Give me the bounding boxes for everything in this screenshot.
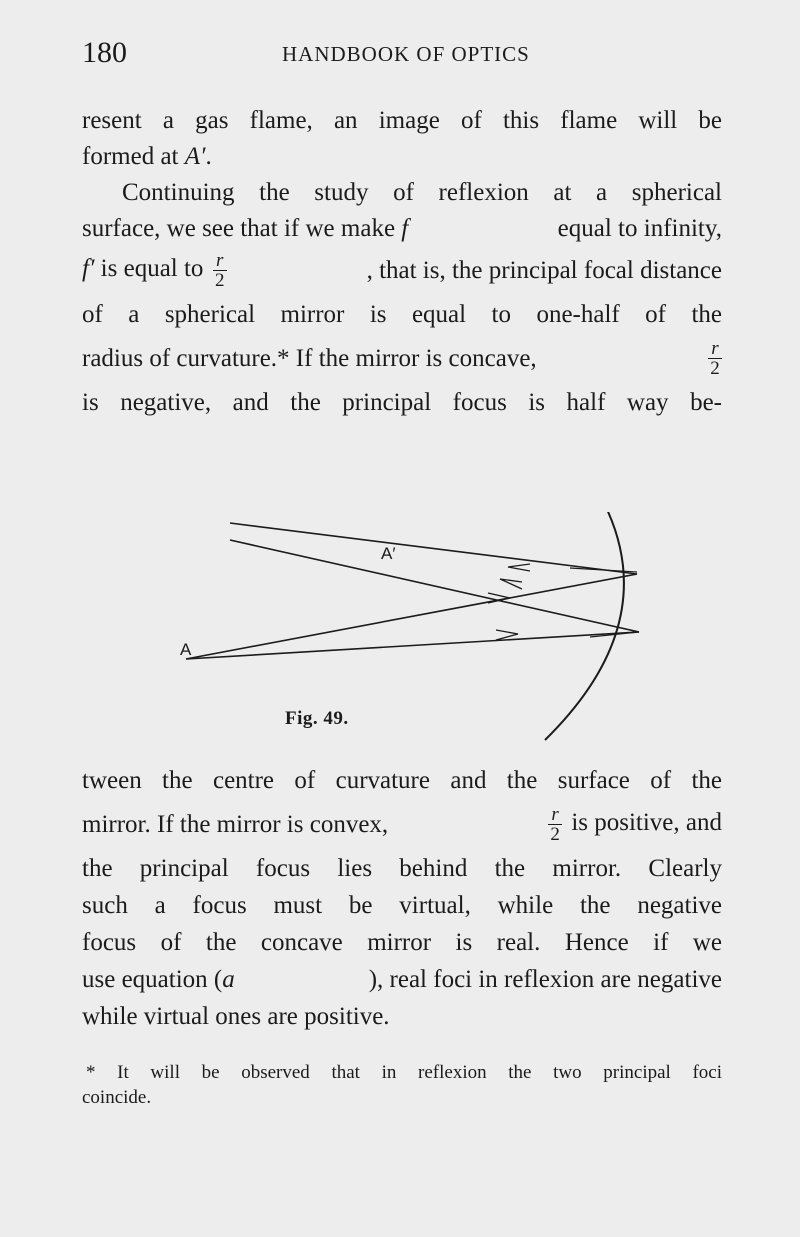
text-span: ), real foci in reflexion are negative <box>368 966 722 993</box>
reflected-ray <box>230 540 639 632</box>
text-line <box>82 212 722 246</box>
reflected-ray <box>230 523 637 574</box>
running-head: HANDBOOK OF OPTICS <box>282 42 530 66</box>
text-line <box>82 386 722 420</box>
fraction-denominator: 2 <box>710 358 720 379</box>
text-line <box>82 298 722 332</box>
figure-49 <box>150 512 670 752</box>
text-span: surface, we see that if we make <box>82 215 402 242</box>
text-span: , that is, the principal focal distance <box>366 256 722 284</box>
page-number: 180 <box>82 36 127 69</box>
text-span: mirror. If the mirror is convex, <box>82 810 389 838</box>
text-span: equal to infinity, <box>557 215 722 242</box>
fraction-numerator: r <box>708 340 722 359</box>
text-line <box>82 140 722 174</box>
variable-a: a <box>222 966 235 993</box>
text-line <box>122 176 722 210</box>
text-line <box>82 340 722 377</box>
text-span: the principal focus lies behind the mirror. Clearly <box>82 855 722 882</box>
text-span: is equal to <box>94 255 210 283</box>
arrow-right-icon <box>496 630 518 640</box>
variable-A-prime: A′ <box>184 143 206 170</box>
footnote-line: * It will be observed that in reflexion the two principal foci <box>86 1062 722 1083</box>
text-line <box>82 252 722 289</box>
text-span: radius of curvature.* If the mirror is concave, <box>82 344 537 372</box>
fraction-numerator: r <box>548 806 562 825</box>
footnote-line: coincide. <box>82 1087 152 1108</box>
text-span: . <box>205 143 212 170</box>
fraction-denominator: 2 <box>550 824 560 845</box>
text-line <box>82 889 722 923</box>
page-header <box>82 36 722 76</box>
text-span: of a spherical mirror is equal to one-half of the <box>82 301 722 328</box>
text-line <box>82 764 722 798</box>
ray-segment <box>570 568 637 572</box>
text-line <box>82 806 722 843</box>
figure-caption: Fig. 49. <box>285 708 349 729</box>
text-span: is positive, and <box>565 809 722 837</box>
fraction-r-over-2 <box>708 340 722 377</box>
text-line <box>82 1000 722 1034</box>
variable-f: f <box>401 215 409 242</box>
text-span: use equation ( <box>82 966 223 993</box>
fraction-denominator: 2 <box>214 270 225 291</box>
fraction-numerator: r <box>213 252 227 271</box>
arrow-left-icon <box>500 579 522 589</box>
fraction-r-over-2 <box>548 806 562 843</box>
text-span: tween the centre of curvature and the surface of the <box>82 767 722 794</box>
arrow-left-icon <box>508 564 530 571</box>
text-span: such a focus must be virtual, while the negative <box>82 892 722 919</box>
text-line <box>82 852 722 886</box>
text-line <box>82 104 722 138</box>
point-label-A-prime: A′ <box>381 544 396 563</box>
text-span: formed at <box>82 143 185 170</box>
text-span: is negative, and the principal focus is half way be- <box>82 389 722 416</box>
text-span: while virtual ones are positive. <box>82 1003 390 1030</box>
text-line <box>82 926 722 960</box>
variable-f-prime: f′ <box>82 255 95 283</box>
point-label-A: A <box>180 640 192 659</box>
mirror-ray-diagram <box>150 512 670 752</box>
footnote <box>82 1060 722 1110</box>
text-span: Continuing the study of reflexion at a spherical <box>122 179 722 206</box>
text-span: focus of the concave mirror is real. Hence if we <box>82 929 722 956</box>
fraction-r-over-2 <box>213 252 227 289</box>
text-line <box>82 963 722 997</box>
text-span: resent a gas flame, an image of this flame will be <box>82 107 722 134</box>
